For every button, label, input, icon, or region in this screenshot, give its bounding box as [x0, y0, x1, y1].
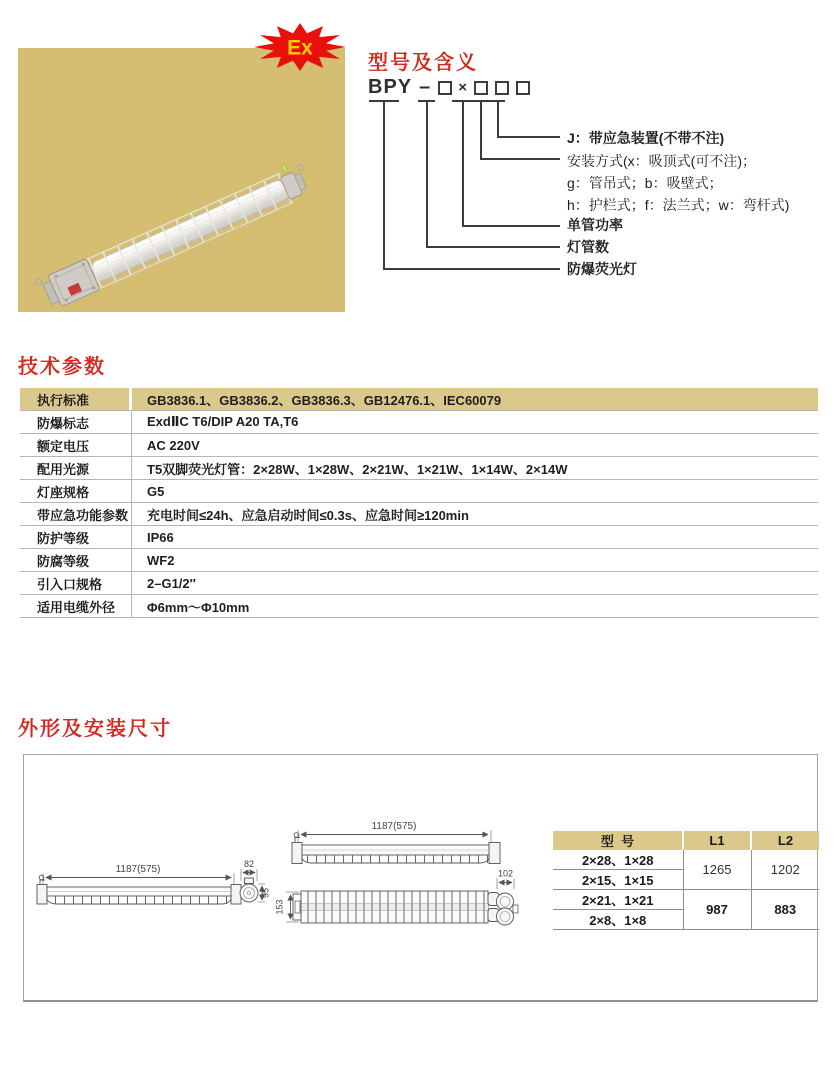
param-row — [20, 411, 818, 434]
model-dash: – — [419, 76, 432, 98]
param-value: AC 220V — [147, 437, 200, 453]
param-label: 防护等级 — [20, 526, 132, 548]
dim-length-left: 1187(575) — [115, 864, 161, 875]
branch-label-mounting-1: 安装方式(x：吸顶式(可不注)； — [567, 153, 756, 169]
param-label: 适用电缆外径 — [20, 595, 132, 617]
branch-label-product-name: 防爆荧光灯 — [567, 261, 637, 277]
param-row — [20, 526, 818, 549]
lamp-image — [18, 48, 345, 312]
model-cell: 2×15、1×15 — [553, 870, 683, 890]
param-value: WF2 — [147, 552, 175, 568]
param-row — [20, 457, 818, 480]
table-row — [553, 890, 819, 910]
param-row — [20, 595, 818, 618]
model-code-box — [516, 81, 530, 95]
param-value: Φ6mm～Φ10mm — [147, 599, 250, 615]
param-row — [20, 480, 818, 503]
branch-label-mounting-2: g：管吊式；b：吸壁式； — [567, 175, 723, 191]
dim-end-height-single: 95 — [260, 887, 271, 899]
branch-connector — [497, 100, 560, 138]
dimensions-title: 外形及安装尺寸 — [18, 718, 172, 740]
param-value: 充电时间≤24h、应急启动时间≤0.3s、应急时间≥120min — [147, 507, 469, 523]
model-code — [368, 76, 532, 99]
param-value: 2–G1/2″ — [147, 575, 196, 591]
col-header-l2: L2 — [751, 831, 819, 850]
l1-value: 1265 — [683, 850, 751, 890]
param-label: 额定电压 — [20, 434, 132, 456]
product-photo — [18, 48, 345, 312]
model-times: × — [458, 79, 469, 96]
model-section-title: 型号及含义 — [368, 52, 478, 74]
model-prefix: BPY — [368, 76, 413, 98]
table-row — [553, 850, 819, 870]
branch-label-tube-count: 灯管数 — [567, 239, 609, 255]
dim-body-width-double: 153 — [274, 899, 285, 915]
dim-length-right: 1187(575) — [371, 821, 417, 832]
branch-label-emergency: J：带应急装置(不带不注) — [567, 130, 725, 146]
model-cell: 2×28、1×28 — [553, 850, 683, 870]
param-value: ExdⅡC T6/DIP A20 TA,T6 — [147, 414, 299, 429]
ex-label: Ex — [287, 36, 313, 60]
model-code-box — [438, 81, 452, 95]
tech-params-title: 技术参数 — [18, 356, 106, 378]
param-value: G5 — [147, 483, 165, 499]
dimension-table — [553, 831, 819, 930]
branch-label-power: 单管功率 — [567, 217, 623, 233]
param-label: 防腐等级 — [20, 549, 132, 571]
param-label: 灯座规格 — [20, 480, 132, 502]
param-value: T5双脚荧光灯管：2×28W、1×28W、2×21W、1×21W、1×14W、2×14W — [147, 461, 568, 477]
dimensions-box — [23, 754, 818, 1002]
branch-label-mounting-3: h：护栏式；f：法兰式；w：弯杆式) — [567, 197, 790, 213]
param-label: 配用光源 — [20, 457, 132, 479]
model-code-box — [474, 81, 488, 95]
ex-certification-icon — [252, 22, 348, 72]
l2-value: 883 — [751, 890, 819, 930]
param-label: 带应急功能参数 — [20, 503, 132, 525]
model-code-box — [495, 81, 509, 95]
param-label: 执行标准 — [20, 388, 132, 410]
param-value: GB3836.1、GB3836.2、GB3836.3、GB12476.1、IEC60079 — [147, 392, 502, 408]
param-value: IP66 — [147, 529, 174, 545]
param-row — [20, 503, 818, 526]
param-row — [20, 549, 818, 572]
param-row — [20, 572, 818, 595]
param-label: 引入口规格 — [20, 572, 132, 594]
col-header-model: 型 号 — [553, 831, 683, 850]
l2-value: 1202 — [751, 850, 819, 890]
dim-end-width-single: 82 — [243, 859, 255, 869]
dimension-table-header-row — [553, 831, 819, 850]
col-header-l1: L1 — [683, 831, 751, 850]
model-cell: 2×8、1×8 — [553, 910, 683, 930]
param-row — [20, 434, 818, 457]
param-label: 防爆标志 — [20, 411, 132, 433]
model-cell: 2×21、1×21 — [553, 890, 683, 910]
tech-params-table — [20, 388, 818, 618]
param-row — [20, 388, 818, 411]
l1-value: 987 — [683, 890, 751, 930]
dim-end-width-double: 102 — [497, 868, 514, 879]
